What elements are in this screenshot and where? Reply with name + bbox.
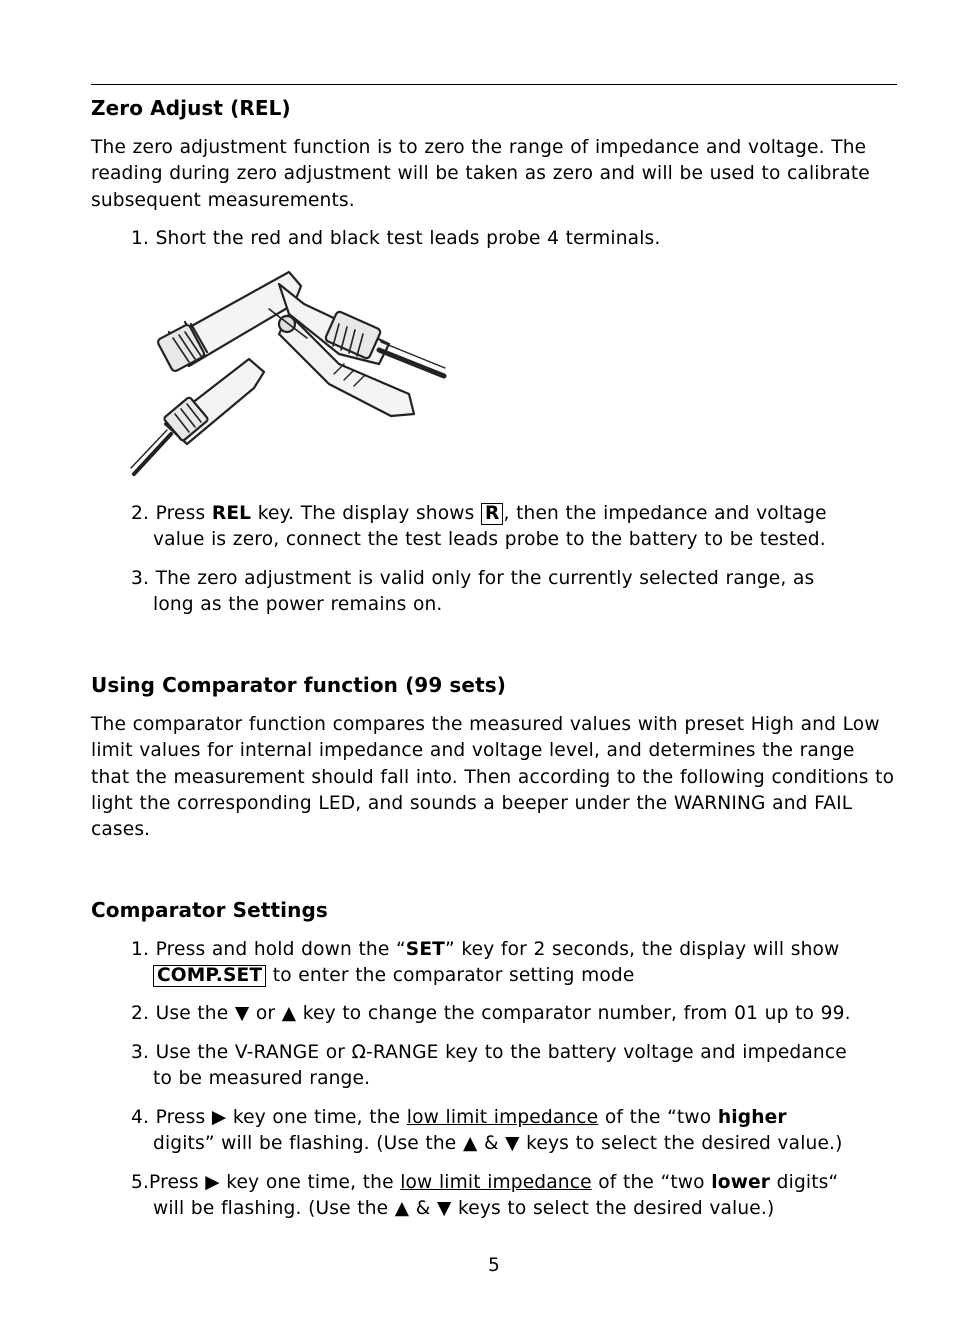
step-continuation: long as the power remains on. [153, 594, 443, 616]
top-rule [91, 84, 897, 85]
zero-step-2 [131, 501, 901, 554]
low-limit-impedance-link: low limit impedance [406, 1107, 599, 1128]
step-text: 4. Press ▶ key one time, the [131, 1107, 407, 1128]
step-text: 3. The zero adjustment is valid only for the currently selected range, as [131, 568, 815, 589]
step-continuation: to be measured range. [153, 1068, 371, 1090]
page-number: 5 [488, 1255, 500, 1276]
step-continuation: value is zero, connect the test leads probe to the battery to be tested. [153, 529, 826, 551]
comparator-intro: The comparator function compares the measured values with preset High and Low limit values for internal impedance and voltage level, and determines the range that the measurement should fall into. Then according to the following conditions to light the corresponding LED, and sounds a beeper under the WARNING and FAIL cases. [91, 714, 895, 841]
step-continuation [131, 963, 901, 989]
step-text: ” key for 2 seconds, the display will show [445, 939, 840, 960]
settings-step-4 [131, 1105, 901, 1158]
zero-step-3 [131, 566, 901, 619]
settings-step-1 [131, 937, 901, 990]
higher-bold: higher [717, 1107, 787, 1128]
step-text: of the “two [591, 1172, 712, 1193]
step-continuation: will be flashing. (Use the ▲ & ▼ keys to select the desired value.) [153, 1198, 775, 1220]
step-text: of the “two [598, 1107, 718, 1128]
step-text: key. The display shows [251, 503, 481, 524]
settings-step-3 [131, 1040, 901, 1093]
step-text: 5.Press ▶ key one time, the [131, 1172, 401, 1193]
comparator-heading: Using Comparator function (99 sets) [91, 673, 506, 697]
rel-key: REL [211, 503, 252, 524]
settings-step-2: 2. Use the ▼ or ▲ key to change the comparator number, from 01 up to 99. [131, 1003, 851, 1024]
step-text: digits“ [770, 1172, 839, 1193]
settings-step-5 [131, 1170, 901, 1223]
set-key: SET [405, 939, 446, 960]
zero-step-1: 1. Short the red and black test leads probe 4 terminals. [131, 228, 661, 249]
comparator-settings-heading: Comparator Settings [91, 898, 328, 922]
step-text: 1. Press and hold down the “ [131, 939, 406, 960]
step-text: to enter the comparator setting mode [266, 965, 635, 987]
step-text: , then the impedance and voltage [503, 503, 827, 524]
display-r-indicator: R [481, 503, 503, 525]
zero-adjust-intro: The zero adjustment function is to zero the range of impedance and voltage. The reading during zero adjustment will be taken as zero and will be used to calibrate subsequent measurements. [91, 137, 870, 211]
display-compset-indicator: COMP.SET [153, 965, 266, 987]
low-limit-impedance-link: low limit impedance [400, 1172, 592, 1193]
test-lead-clips-illustration [129, 264, 449, 484]
zero-adjust-heading: Zero Adjust (REL) [91, 96, 291, 120]
step-text: 3. Use the V-RANGE or Ω-RANGE key to the battery voltage and impedance [131, 1042, 847, 1063]
step-text: 2. Press [131, 503, 212, 524]
step-continuation: digits” will be flashing. (Use the ▲ & ▼ keys to select the desired value.) [153, 1133, 843, 1155]
lower-bold: lower [711, 1172, 771, 1193]
